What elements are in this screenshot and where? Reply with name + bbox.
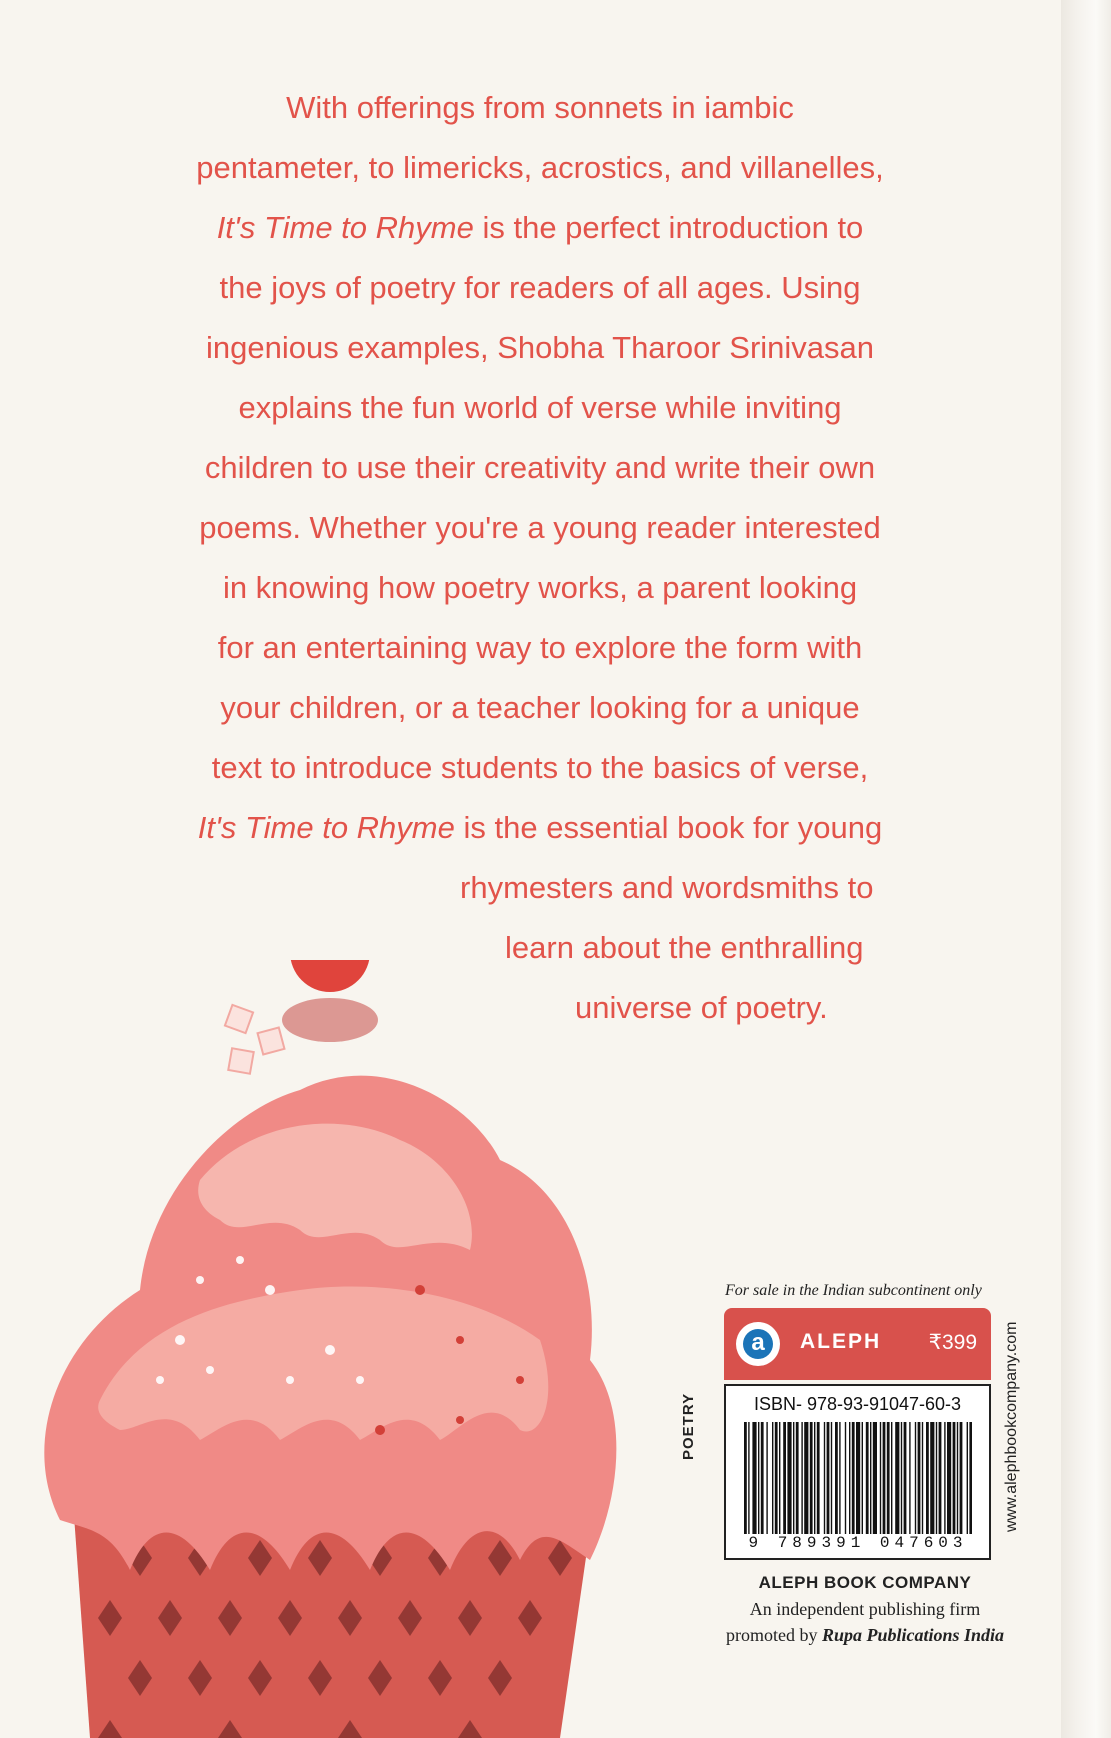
barcode-bar	[845, 1422, 846, 1534]
barcode-bar	[744, 1422, 747, 1534]
publisher-block	[700, 1570, 1030, 1648]
blurb-line: With offerings from sonnets in iambic	[286, 90, 794, 125]
barcode-bar	[779, 1422, 780, 1534]
barcode-bar	[887, 1422, 890, 1534]
barcode-bar	[758, 1422, 759, 1534]
blurb-line: universe of poetry.	[575, 990, 828, 1025]
barcode-box	[724, 1384, 991, 1560]
blurb-line: explains the fun world of verse while inviting	[238, 390, 842, 425]
barcode-bar	[835, 1422, 838, 1534]
blurb-line: children to use their creativity and write their own	[204, 450, 876, 485]
barcode-bar	[891, 1422, 892, 1534]
logo-letter: a	[743, 1329, 773, 1359]
blurb-line: text to introduce students to the basics of verse,	[211, 750, 869, 785]
barcode-bar	[873, 1422, 877, 1534]
blurb-line	[180, 808, 900, 848]
blurb-line: ingenious examples, Shobha Tharoor Srinivasan	[205, 330, 875, 365]
barcode-bar	[748, 1422, 749, 1534]
barcode-bar	[895, 1422, 899, 1534]
promoter-name: Rupa Publications India	[821, 1625, 1005, 1645]
cupcake-illustration	[0, 960, 640, 1738]
promoter-prefix: promoted by	[725, 1625, 818, 1645]
barcode-digits: 9 789391 047603	[748, 1534, 968, 1552]
barcode-bar	[930, 1422, 934, 1534]
publisher-promoter	[700, 1622, 1030, 1648]
barcode-bar	[817, 1422, 820, 1534]
barcode-bar	[936, 1422, 937, 1534]
barcode-bar	[801, 1422, 802, 1534]
barcode-icon	[744, 1422, 972, 1534]
website-url: www.alephbookcompany.com	[1003, 1321, 1020, 1532]
barcode-bar	[849, 1422, 850, 1534]
frosting	[44, 1076, 616, 1570]
barcode-bar	[926, 1422, 929, 1534]
barcode-bar	[839, 1422, 840, 1534]
barcode-bar	[852, 1422, 855, 1534]
barcode-bar	[772, 1422, 773, 1534]
barcode-bar	[870, 1422, 871, 1534]
blurb-line: your children, or a teacher looking for a unique	[220, 690, 860, 725]
publisher-name: ALEPH BOOK COMPANY	[758, 1573, 972, 1592]
sale-territory-note: For sale in the Indian subcontinent only	[725, 1282, 982, 1299]
barcode-bar	[766, 1422, 767, 1534]
book-title-italic: It's Time to Rhyme	[216, 210, 474, 245]
blurb-line: pentameter, to limericks, acrostics, and villanelles,	[196, 150, 884, 185]
barcode-bar	[939, 1422, 942, 1534]
book-title-italic: It's Time to Rhyme	[197, 810, 455, 845]
barcode-bar	[909, 1422, 910, 1534]
blurb-line: the joys of poetry for readers of all ages. Using	[219, 270, 861, 305]
imprint-name: ALEPH	[800, 1330, 882, 1353]
barcode-bar	[824, 1422, 825, 1534]
barcode-bar	[866, 1422, 869, 1534]
price-box	[724, 1308, 991, 1380]
barcode-bar	[901, 1422, 902, 1534]
blurb-line	[180, 208, 900, 248]
barcode-bar	[814, 1422, 815, 1534]
barcode-bar	[810, 1422, 813, 1534]
blurb-line-text: is the perfect introduction to	[482, 210, 864, 245]
barcode-bar	[761, 1422, 764, 1534]
isbn: ISBN- 978-93-91047-60-3	[753, 1394, 962, 1414]
blurb-line: rhymesters and wordsmiths to	[460, 870, 874, 905]
barcode-bar	[787, 1422, 791, 1534]
barcode-bar	[796, 1422, 799, 1534]
barcode-bar	[953, 1422, 956, 1534]
barcode-bar	[827, 1422, 830, 1534]
barcode-bar	[880, 1422, 881, 1534]
barcode-bar	[783, 1422, 786, 1534]
barcode-bar	[960, 1422, 963, 1534]
blurb-line-text: is the essential book for young	[463, 810, 883, 845]
price: ₹399	[928, 1331, 977, 1354]
barcode-bar	[969, 1422, 972, 1534]
barcode-bar	[947, 1422, 951, 1534]
spine-edge	[1061, 0, 1111, 1738]
barcode-bar	[775, 1422, 778, 1534]
category-label: POETRY	[680, 1392, 697, 1460]
blurb-line: learn about the enthralling	[505, 930, 864, 965]
barcode-bar	[915, 1422, 916, 1534]
cherry	[282, 960, 378, 1042]
barcode-bar	[918, 1422, 921, 1534]
blurb-line: in knowing how poetry works, a parent looking	[222, 570, 858, 605]
barcode-bar	[752, 1422, 756, 1534]
barcode-bar	[944, 1422, 945, 1534]
barcode-bar	[804, 1422, 808, 1534]
barcode-bar	[883, 1422, 886, 1534]
blurb-line: for an entertaining way to explore the form with	[217, 630, 863, 665]
barcode-bar	[922, 1422, 923, 1534]
barcode-bar	[793, 1422, 794, 1534]
barcode-bar	[904, 1422, 907, 1534]
barcode-bar	[862, 1422, 863, 1534]
barcode-bar	[957, 1422, 958, 1534]
sugar-cubes	[225, 1005, 285, 1074]
blurb-line: poems. Whether you're a young reader interested	[199, 510, 881, 545]
barcode-bar	[831, 1422, 832, 1534]
barcode-bar	[967, 1422, 968, 1534]
publisher-description: An independent publishing firm	[749, 1599, 981, 1619]
aleph-logo-icon	[736, 1322, 780, 1366]
barcode-bar	[856, 1422, 860, 1534]
